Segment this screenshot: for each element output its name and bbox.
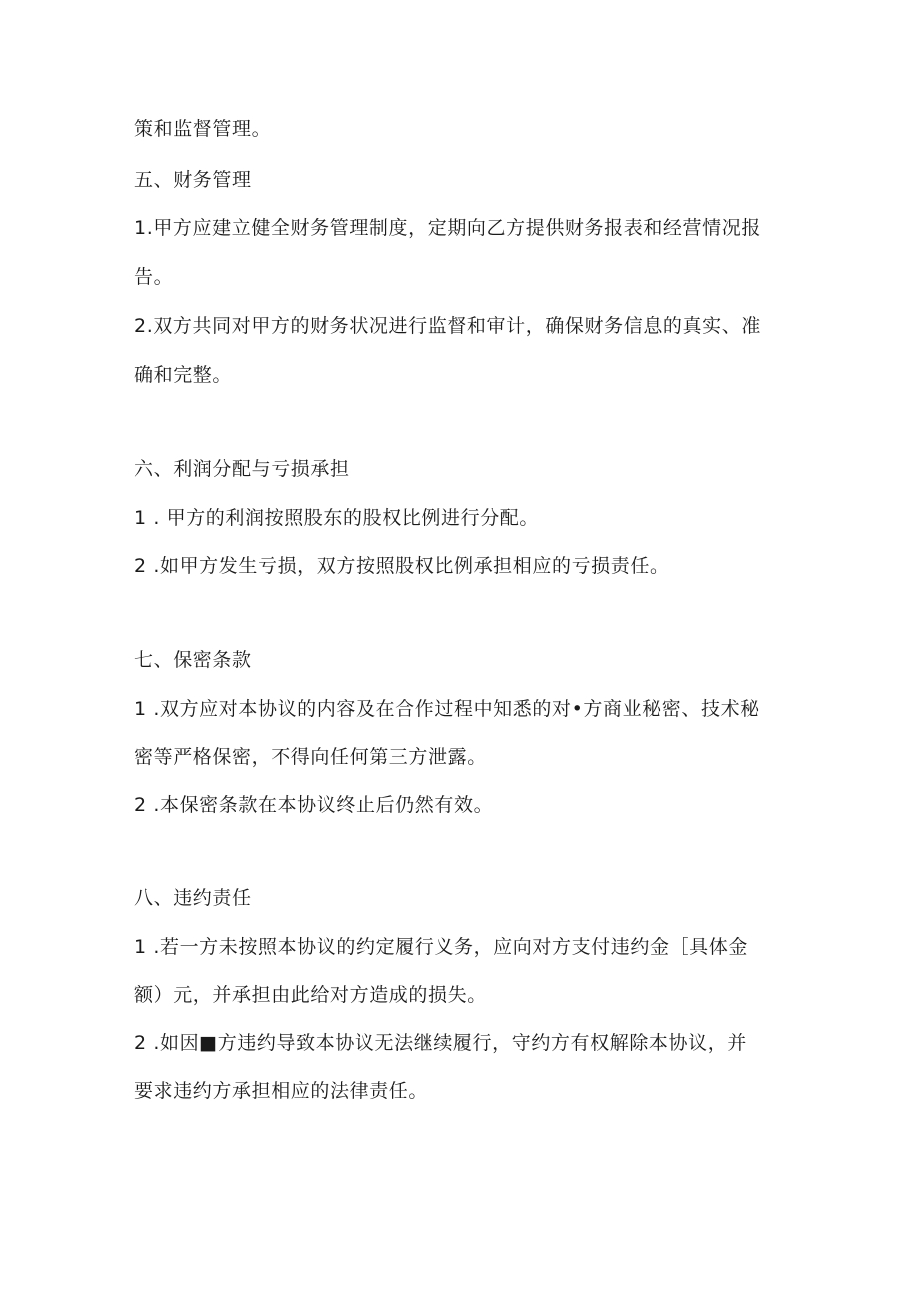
paragraph-line: 密等严格保密，不得向任何第三方泄露。 [134, 746, 487, 768]
paragraph-line: 告。 [134, 266, 174, 288]
section-heading-breach: 八、违约责任 [134, 887, 252, 909]
paragraph-line: 2.双方共同对甲方的财务状况进行监督和审计，确保财务信息的真实、准 [134, 315, 761, 337]
paragraph-line: 确和完整。 [134, 364, 233, 386]
list-item: 1 .若一方未按照本协议的约定履行义务，应向对方支付违约金［具体金 [134, 936, 748, 958]
list-item: 1 . 甲方的利润按照股东的股权比例进行分配。 [134, 507, 540, 529]
paragraph-line: 策和监督管理。 [134, 118, 272, 140]
section-heading-finance: 五、财务管理 [134, 169, 252, 191]
paragraph-line: 要求违约方承担相应的法律责任。 [134, 1080, 429, 1102]
list-item: 2 .如甲方发生亏损，双方按照股权比例承担相应的亏损责任。 [134, 555, 670, 577]
list-item: 1 .双方应对本协议的内容及在合作过程中知悉的对•方商业秘密、技术秘 [134, 698, 760, 720]
section-heading-confidentiality: 七、保密条款 [134, 649, 252, 671]
list-item: 2 .如因■方违约导致本协议无法继续履行，守约方有权解除本协议，并 [134, 1032, 747, 1054]
list-item: 2 .本保密条款在本协议终止后仍然有效。 [134, 794, 494, 816]
paragraph-line: 额）元，并承担由此给对方造成的损失。 [134, 984, 487, 1006]
paragraph-line: 1.甲方应建立健全财务管理制度，定期向乙方提供财务报表和经营情况报 [134, 217, 761, 239]
section-heading-profit: 六、利润分配与亏损承担 [134, 458, 350, 480]
